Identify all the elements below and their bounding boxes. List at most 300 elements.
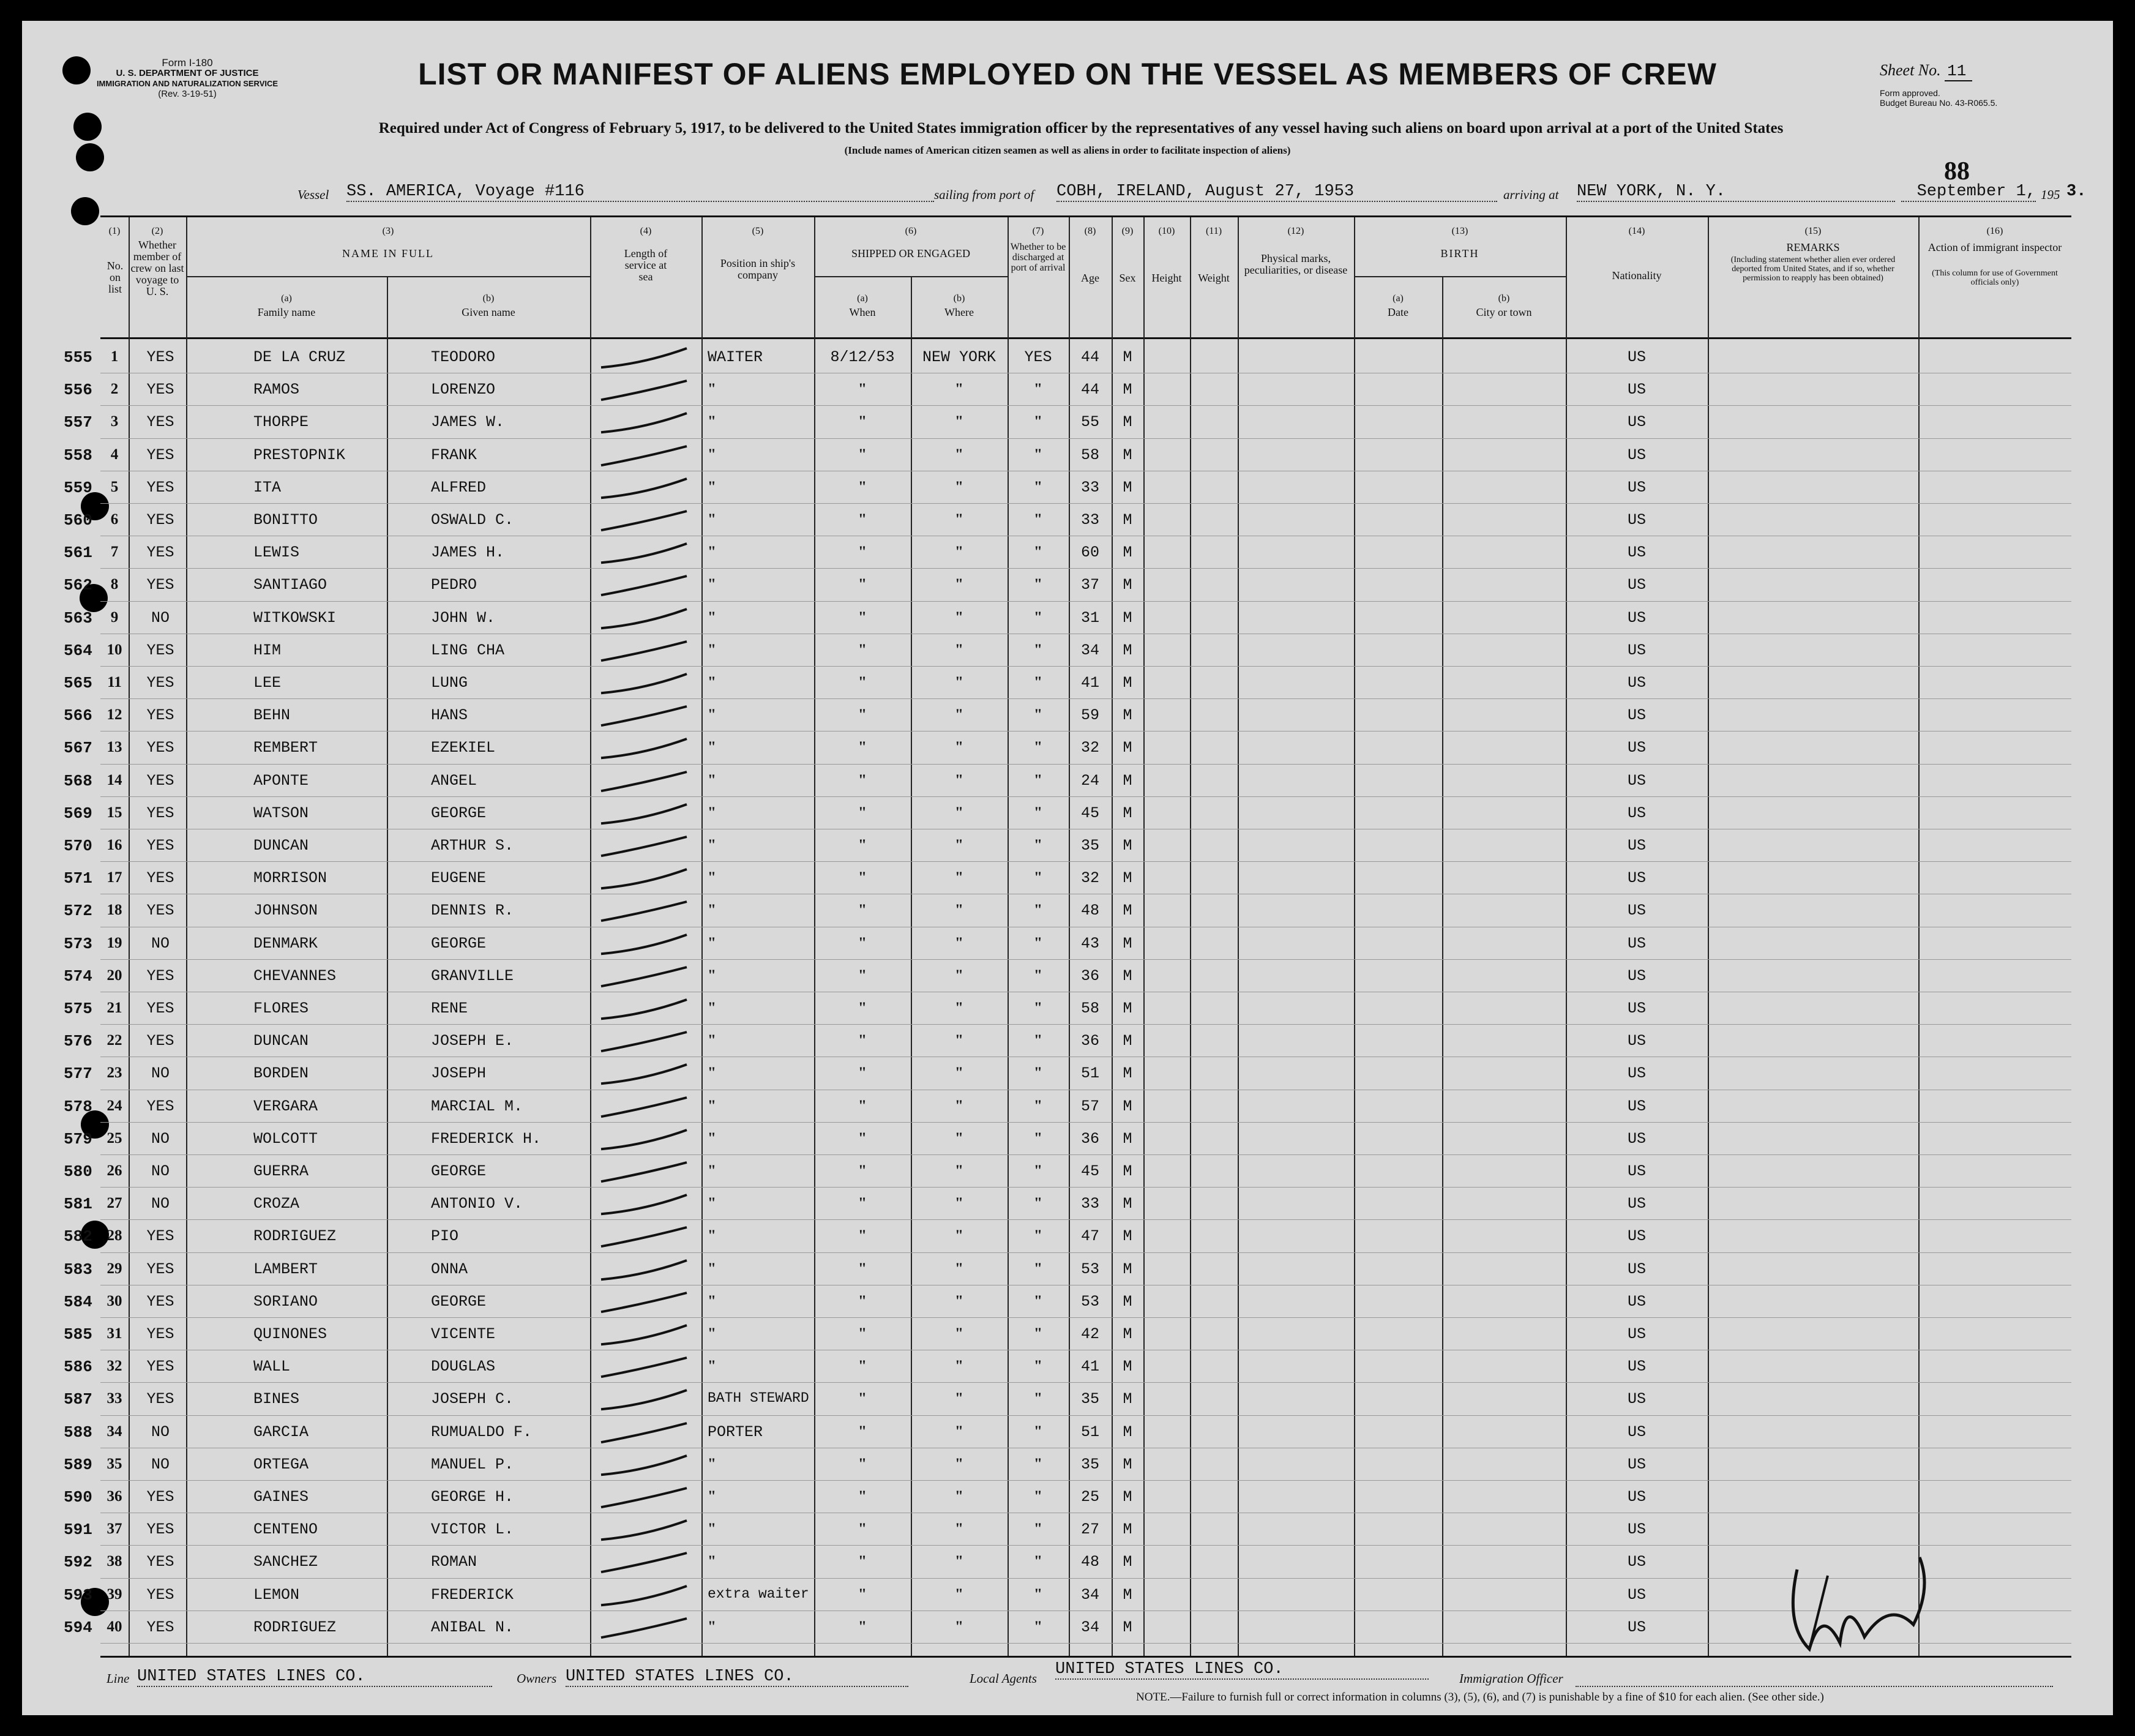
sex-cell: M — [1123, 576, 1132, 594]
age-cell: 24 — [1080, 771, 1099, 790]
shipped-where-cell: " — [955, 641, 963, 658]
position-cell: " — [708, 381, 716, 398]
approved-text: Form approved. — [1880, 88, 1940, 98]
col16-num: (16) — [1986, 226, 2003, 236]
shipped-where-cell: " — [955, 706, 963, 724]
position-cell: " — [708, 1097, 716, 1114]
given-name-cell: EZEKIEL — [431, 739, 496, 757]
page-number: 88 — [1944, 157, 1970, 185]
pen-stroke — [601, 1358, 687, 1377]
family-name-cell: DUNCAN — [253, 1032, 309, 1050]
table-row — [64, 1285, 2071, 1318]
serial-number: 560 — [64, 511, 92, 529]
family-name-cell: JOHNSON — [253, 902, 318, 920]
family-name-cell: FLORES — [253, 1000, 309, 1017]
given-name-cell: RENE — [431, 1000, 468, 1017]
prior-crew-cell: YES — [146, 1618, 174, 1636]
arriving-value: NEW YORK, N. Y. — [1577, 182, 1895, 202]
pen-stroke — [601, 804, 687, 823]
table-row — [64, 731, 2071, 764]
prior-crew-cell: YES — [146, 837, 174, 855]
sheet-number — [1880, 61, 1972, 80]
table-row — [64, 504, 2071, 536]
discharge-cell: " — [1034, 1521, 1042, 1538]
table-row — [64, 1416, 2071, 1448]
col6b-header: Where — [944, 306, 974, 318]
discharge-cell: " — [1034, 1455, 1042, 1472]
discharge-cell: " — [1034, 478, 1042, 495]
shipped-where-cell: " — [955, 934, 963, 951]
service-length-mark — [595, 504, 699, 536]
family-name-cell: DE LA CRUZ — [253, 348, 346, 366]
shipped-where-cell: " — [955, 544, 963, 561]
shipped-when-cell: " — [858, 804, 867, 821]
shipped-where-cell: " — [955, 1097, 963, 1114]
col13-num: (13) — [1451, 226, 1468, 236]
sex-cell: M — [1123, 1325, 1132, 1343]
col13a-header: Date — [1388, 306, 1408, 318]
family-name-cell: PRESTOPNIK — [253, 446, 346, 464]
service-length-mark — [595, 731, 699, 764]
nationality-cell: US — [1627, 1488, 1646, 1506]
shipped-when-cell: " — [858, 1097, 867, 1114]
pen-stroke — [601, 1423, 687, 1442]
family-name-cell: REMBERT — [253, 739, 318, 757]
row-number: 34 — [107, 1423, 122, 1440]
row-number: 31 — [107, 1325, 122, 1342]
pen-stroke — [601, 1260, 687, 1279]
age-cell: 57 — [1080, 1097, 1099, 1115]
line-label: Line — [107, 1671, 130, 1686]
age-cell: 59 — [1080, 706, 1099, 725]
shipped-when-cell: " — [858, 1292, 867, 1309]
row-number: 25 — [107, 1129, 122, 1147]
shipped-when-cell: " — [858, 413, 867, 430]
col13a-num: (a) — [1393, 293, 1404, 304]
family-name-cell: WATSON — [253, 804, 309, 822]
row-number: 20 — [107, 967, 122, 984]
service-length-mark — [595, 1546, 699, 1578]
family-name-cell: LEWIS — [253, 544, 300, 562]
serial-number: 567 — [64, 739, 92, 758]
serial-number: 561 — [64, 544, 92, 563]
age-cell: 43 — [1080, 934, 1099, 952]
shipped-where-cell: " — [955, 967, 963, 984]
row-number: 7 — [110, 544, 119, 561]
serial-number: 572 — [64, 902, 92, 921]
given-name-cell: GEORGE — [431, 804, 487, 822]
discharge-cell: " — [1034, 511, 1042, 528]
given-name-cell: PIO — [431, 1227, 459, 1246]
discharge-cell: " — [1034, 413, 1042, 430]
given-name-cell: DOUGLAS — [431, 1358, 496, 1376]
given-name-cell: TEODORO — [431, 348, 496, 366]
service-length-mark — [595, 765, 699, 797]
given-name-cell: LING CHA — [431, 641, 505, 659]
col6a-header: When — [849, 306, 876, 318]
sex-cell: M — [1123, 1390, 1132, 1409]
sex-cell: M — [1123, 1618, 1132, 1636]
row-number: 8 — [110, 576, 119, 593]
shipped-when-cell: " — [858, 1618, 867, 1635]
service-length-mark — [595, 829, 699, 862]
family-name-cell: GUERRA — [253, 1162, 309, 1180]
shipped-when-cell: " — [858, 1455, 867, 1472]
col1-num: (1) — [108, 226, 121, 236]
position-cell: " — [708, 1358, 716, 1375]
nationality-cell: US — [1627, 511, 1646, 529]
nationality-cell: US — [1627, 902, 1646, 920]
given-name-cell: LUNG — [431, 674, 468, 692]
nationality-cell: US — [1627, 478, 1646, 496]
col8-header: Age — [1081, 272, 1099, 284]
vessel-value: SS. AMERICA, Voyage #116 — [346, 182, 934, 202]
shipped-when-cell: " — [858, 446, 867, 463]
pen-stroke — [601, 1130, 687, 1149]
prior-crew-cell: YES — [146, 1358, 174, 1376]
table-row — [64, 471, 2071, 504]
pen-stroke — [601, 674, 687, 693]
given-name-cell: FREDERICK H. — [431, 1129, 542, 1148]
position-cell: " — [708, 1064, 716, 1082]
table-row — [64, 1253, 2071, 1285]
nationality-cell: US — [1627, 1325, 1646, 1343]
pen-stroke — [601, 935, 687, 954]
bureau-text: Budget Bureau No. 43-R065.5. — [1880, 98, 1998, 108]
shipped-where-cell: " — [955, 1585, 963, 1603]
service-length-mark — [595, 1416, 699, 1448]
serial-number: 574 — [64, 967, 92, 986]
col13b-header: City or town — [1476, 306, 1532, 318]
sex-cell: M — [1123, 837, 1132, 855]
family-name-cell: MORRISON — [253, 869, 327, 888]
row-number: 16 — [107, 837, 122, 853]
service-length-mark — [595, 602, 699, 634]
table-row — [64, 1481, 2071, 1513]
service-length-mark — [595, 1155, 699, 1188]
shipped-where-cell: " — [955, 1000, 963, 1016]
col6b-num: (b) — [953, 293, 965, 304]
prior-crew-cell: NO — [151, 1195, 170, 1213]
department: U. S. DEPARTMENT OF JUSTICE — [116, 68, 259, 78]
sex-cell: M — [1123, 1129, 1132, 1148]
row-number: 21 — [107, 1000, 122, 1016]
owners-value: UNITED STATES LINES CO. — [566, 1667, 908, 1687]
given-name-cell: GEORGE H. — [431, 1488, 514, 1506]
nationality-cell: US — [1627, 739, 1646, 757]
age-cell: 36 — [1080, 967, 1099, 985]
shipped-when-cell: " — [858, 1000, 867, 1016]
discharge-cell: " — [1034, 706, 1042, 724]
given-name-cell: ANIBAL N. — [431, 1618, 514, 1636]
given-name-cell: FRANK — [431, 446, 477, 464]
shipped-where-cell: " — [955, 1455, 963, 1472]
col16-header: Action of immigrant inspector — [1927, 241, 2062, 253]
shipped-when-cell: " — [858, 1032, 867, 1049]
discharge-cell: " — [1034, 739, 1042, 756]
table-row — [64, 1383, 2071, 1415]
service-length-mark — [595, 667, 699, 699]
col15-header: REMARKS — [1786, 241, 1840, 253]
sailing-value: COBH, IRELAND, August 27, 1953 — [1056, 182, 1497, 202]
sex-cell: M — [1123, 478, 1132, 496]
pen-stroke — [601, 837, 687, 856]
pen-stroke — [601, 902, 687, 921]
position-cell: " — [708, 869, 716, 886]
shipped-where-cell: " — [955, 902, 963, 919]
service-length-mark — [595, 1383, 699, 1415]
family-name-cell: VERGARA — [253, 1097, 318, 1115]
serial-number: 591 — [64, 1521, 92, 1540]
shipped-where-cell: " — [955, 804, 963, 821]
position-cell: " — [708, 967, 716, 984]
age-cell: 51 — [1080, 1064, 1099, 1083]
prior-crew-cell: YES — [146, 869, 174, 888]
sex-cell: M — [1123, 608, 1132, 627]
discharge-cell: " — [1034, 1260, 1042, 1277]
service-length-mark — [595, 1057, 699, 1090]
row-number: 9 — [110, 608, 119, 626]
given-name-cell: DENNIS R. — [431, 902, 514, 920]
sex-cell: M — [1123, 1260, 1132, 1278]
row-number: 17 — [107, 869, 122, 886]
pen-stroke — [601, 446, 687, 465]
serial-number: 556 — [64, 381, 92, 400]
table-row — [64, 765, 2071, 797]
budget-approval — [1880, 88, 1997, 108]
given-name-cell: MARCIAL M. — [431, 1097, 523, 1115]
age-cell: 32 — [1080, 869, 1099, 888]
shipped-where-cell: " — [955, 1521, 963, 1538]
age-cell: 36 — [1080, 1129, 1099, 1148]
table-row — [64, 1220, 2071, 1252]
shipped-when-cell: 8/12/53 — [830, 348, 895, 366]
row-number: 37 — [107, 1521, 122, 1538]
sex-cell: M — [1123, 706, 1132, 725]
service-length-mark — [595, 439, 699, 471]
row-number: 19 — [107, 934, 122, 951]
table-row — [64, 1448, 2071, 1481]
nationality-cell: US — [1627, 1064, 1646, 1083]
position-cell: " — [708, 804, 716, 821]
col9-num: (9) — [1121, 226, 1134, 236]
serial-number: 594 — [64, 1618, 92, 1637]
position-cell: " — [708, 1195, 716, 1212]
age-cell: 48 — [1080, 902, 1099, 920]
age-cell: 36 — [1080, 1032, 1099, 1050]
pen-stroke — [601, 967, 687, 986]
col1-header: No. on list — [107, 260, 124, 295]
shipped-when-cell: " — [858, 837, 867, 853]
service-length-mark — [595, 699, 699, 731]
table-row — [64, 1155, 2071, 1188]
age-cell: 35 — [1080, 1455, 1099, 1473]
serial-number: 581 — [64, 1195, 92, 1214]
header-rule — [100, 337, 2071, 339]
family-name-cell: BORDEN — [253, 1064, 309, 1083]
prior-crew-cell: YES — [146, 967, 174, 985]
serial-number: 568 — [64, 771, 92, 790]
shipped-where-cell: " — [955, 1292, 963, 1309]
family-name-cell: BONITTO — [253, 511, 318, 529]
discharge-cell: " — [1034, 381, 1042, 398]
prior-crew-cell: NO — [151, 608, 170, 627]
given-name-cell: ANTONIO V. — [431, 1195, 523, 1213]
shipped-where-cell: " — [955, 1618, 963, 1635]
manifest-sheet — [22, 21, 2113, 1715]
sex-cell: M — [1123, 1585, 1132, 1604]
col3-num: (3) — [382, 226, 394, 236]
pen-stroke — [601, 1325, 687, 1344]
arriving-label: arriving at — [1503, 187, 1559, 202]
shipped-where-cell: " — [955, 1064, 963, 1082]
discharge-cell: " — [1034, 902, 1042, 919]
prior-crew-cell: YES — [146, 1227, 174, 1246]
prior-crew-cell: YES — [146, 804, 174, 822]
row-number: 26 — [107, 1162, 122, 1179]
nationality-cell: US — [1627, 869, 1646, 888]
col3b-num: (b) — [482, 293, 495, 304]
pen-stroke — [601, 544, 687, 563]
sex-cell: M — [1123, 1162, 1132, 1180]
row-number: 22 — [107, 1032, 122, 1049]
family-name-cell: ITA — [253, 478, 282, 496]
prior-crew-cell: YES — [146, 478, 174, 496]
sex-cell: M — [1123, 869, 1132, 888]
family-name-cell: WOLCOTT — [253, 1129, 318, 1148]
family-name-cell: WITKOWSKI — [253, 608, 337, 627]
col16-subheader: (This column for use of Government officials only) — [1932, 269, 2058, 287]
given-name-cell: GEORGE — [431, 934, 487, 952]
form-number: Form I-180 — [162, 57, 213, 69]
page-title: LIST OR MANIFEST OF ALIENS EMPLOYED ON THE VESSEL AS MEMBERS OF CREW — [418, 57, 1717, 91]
shipped-when-cell: " — [858, 967, 867, 984]
service-length-mark — [595, 536, 699, 569]
position-cell: " — [708, 544, 716, 561]
shipped-where-cell: " — [955, 1358, 963, 1375]
given-name-cell: VICENTE — [431, 1325, 496, 1343]
given-name-cell: JAMES H. — [431, 544, 505, 562]
pen-stroke — [601, 739, 687, 758]
pen-stroke — [601, 348, 687, 367]
given-name-cell: VICTOR L. — [431, 1521, 514, 1539]
sex-cell: M — [1123, 967, 1132, 985]
pen-stroke — [601, 1162, 687, 1181]
prior-crew-cell: NO — [151, 1064, 170, 1083]
officer-signature — [1773, 1533, 1944, 1667]
table-row — [64, 699, 2071, 731]
age-cell: 33 — [1080, 1195, 1099, 1213]
col12-header: Physical marks, peculiarities, or disease — [1244, 252, 1348, 276]
service-length-mark — [595, 960, 699, 992]
shipped-where-cell: " — [955, 1553, 963, 1570]
pen-stroke — [601, 479, 687, 498]
discharge-cell: " — [1034, 837, 1042, 853]
service-length-mark — [595, 1513, 699, 1546]
pen-stroke — [601, 1064, 687, 1083]
sex-cell: M — [1123, 1195, 1132, 1213]
pen-stroke — [601, 1456, 687, 1475]
discharge-cell: " — [1034, 1585, 1042, 1603]
col6a-num: (a) — [857, 293, 868, 304]
age-cell: 41 — [1080, 674, 1099, 692]
row-number: 40 — [107, 1618, 122, 1635]
shipped-when-cell: " — [858, 1129, 867, 1147]
prior-crew-cell: NO — [151, 1129, 170, 1148]
year-suffix: 3. — [2066, 182, 2087, 201]
position-cell: " — [708, 1553, 716, 1570]
given-name-cell: OSWALD C. — [431, 511, 514, 529]
given-name-cell: ROMAN — [431, 1553, 477, 1571]
row-number: 12 — [107, 706, 122, 724]
nationality-cell: US — [1627, 674, 1646, 692]
row-number: 1 — [110, 348, 119, 365]
nationality-cell: US — [1627, 771, 1646, 790]
shipped-when-cell: " — [858, 1325, 867, 1342]
prior-crew-cell: YES — [146, 739, 174, 757]
shipped-where-cell: " — [955, 1488, 963, 1505]
service-length-mark — [595, 341, 699, 373]
family-name-cell: SORIANO — [253, 1292, 318, 1311]
pen-stroke — [601, 1586, 687, 1605]
table-row — [64, 960, 2071, 992]
sex-cell: M — [1123, 413, 1132, 432]
shipped-where-cell: " — [955, 1032, 963, 1049]
sheet-label: Sheet No. — [1880, 61, 1941, 79]
position-cell: " — [708, 739, 716, 756]
prior-crew-cell: YES — [146, 544, 174, 562]
nationality-cell: US — [1627, 1521, 1646, 1539]
sex-cell: M — [1123, 641, 1132, 659]
family-name-cell: BEHN — [253, 706, 291, 725]
given-name-cell: ARTHUR S. — [431, 837, 514, 855]
shipped-when-cell: " — [858, 381, 867, 398]
row-number: 28 — [107, 1227, 122, 1244]
table-row — [64, 1123, 2071, 1155]
serial-number: 576 — [64, 1032, 92, 1051]
family-name-cell: HIM — [253, 641, 282, 659]
given-name-cell: RUMUALDO F. — [431, 1423, 533, 1441]
serial-number: 569 — [64, 804, 92, 823]
age-cell: 34 — [1080, 1618, 1099, 1636]
nationality-cell: US — [1627, 1195, 1646, 1213]
serial-number: 563 — [64, 608, 92, 627]
discharge-cell: " — [1034, 544, 1042, 561]
serial-number: 592 — [64, 1553, 92, 1572]
row-number: 5 — [110, 478, 119, 495]
pen-stroke — [601, 1390, 687, 1409]
shipped-where-cell: " — [955, 869, 963, 886]
vessel-label: Vessel — [297, 187, 329, 202]
nationality-cell: US — [1627, 967, 1646, 985]
col5-num: (5) — [752, 226, 764, 236]
shipped-where-cell: " — [955, 1325, 963, 1342]
shipped-where-cell: " — [955, 1129, 963, 1147]
age-cell: 47 — [1080, 1227, 1099, 1246]
shipped-where-cell: " — [955, 413, 963, 430]
sex-cell: M — [1123, 1292, 1132, 1311]
col3a-num: (a) — [281, 293, 292, 304]
discharge-cell: " — [1034, 1618, 1042, 1635]
table-row — [64, 1025, 2071, 1057]
table-row — [64, 992, 2071, 1025]
discharge-cell: " — [1034, 804, 1042, 821]
service-length-mark — [595, 1318, 699, 1350]
voyage-line — [297, 182, 2087, 207]
table-row — [64, 1057, 2071, 1090]
shipped-when-cell: " — [858, 1227, 867, 1244]
col9-header: Sex — [1119, 272, 1136, 284]
